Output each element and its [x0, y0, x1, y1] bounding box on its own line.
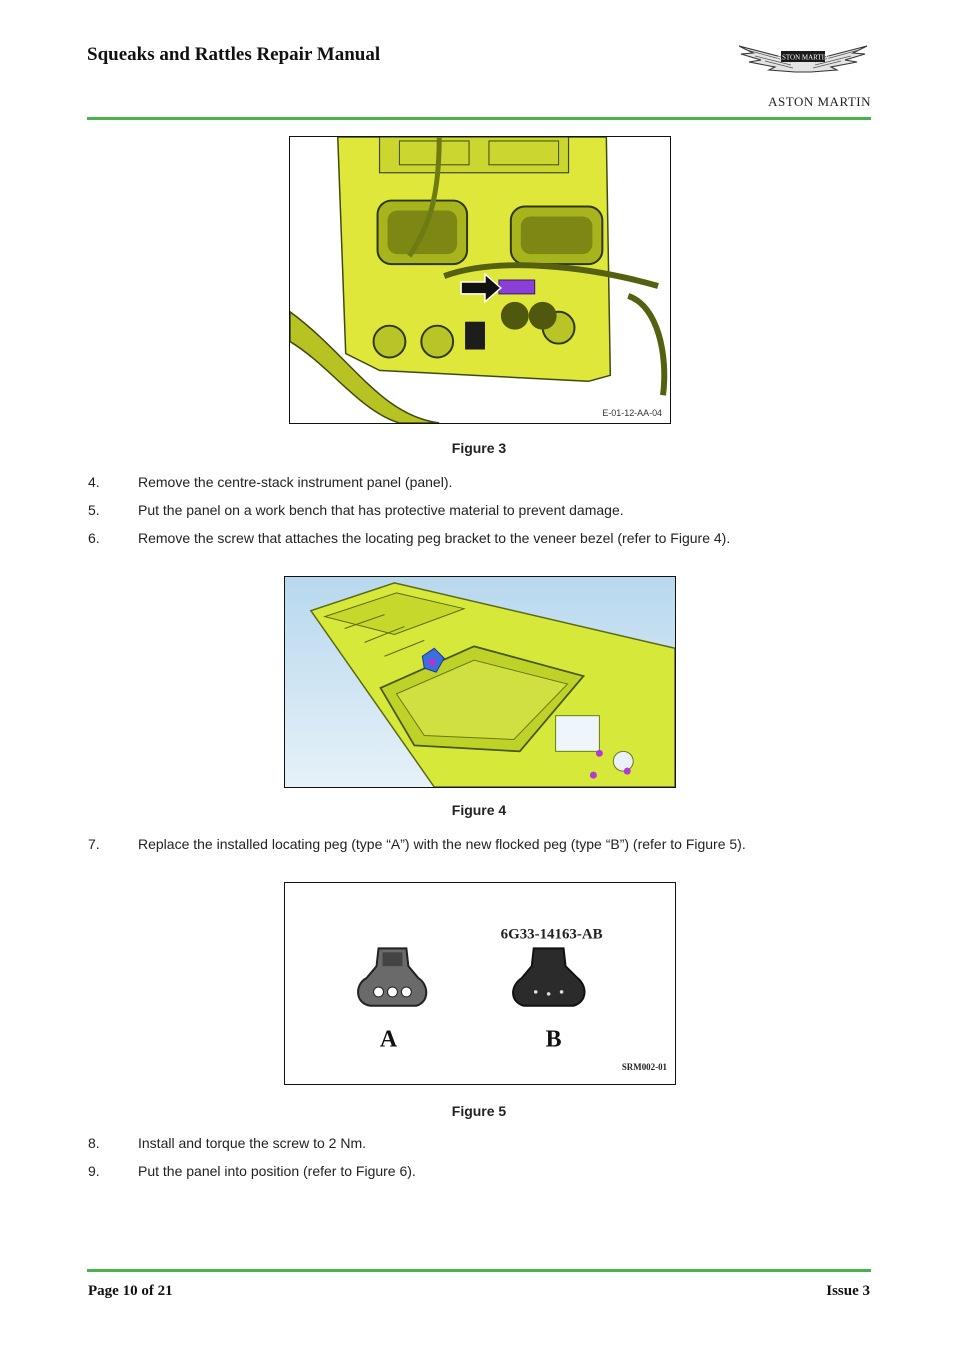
page-number: Page 10 of 21 — [88, 1283, 173, 1299]
figure-4-caption: Figure 4 — [451, 802, 507, 818]
figure-5-ref-code: SRM002-01 — [621, 1062, 668, 1073]
logo-badge-text: ASTON MARTIN — [776, 53, 830, 62]
step-6: 6. Remove the screw that attaches the locating peg bracket to the veneer bezel (refer to Figure 4). — [88, 530, 731, 546]
figure-3-caption: Figure 3 — [451, 440, 507, 456]
header-rule — [87, 117, 871, 120]
brand-text: ASTON MARTIN — [768, 94, 871, 109]
footer-rule — [87, 1269, 871, 1272]
figure-5-caption: Figure 5 — [451, 1103, 507, 1119]
step-5: 5. Put the panel on a work bench that has protective material to prevent damage. — [88, 502, 624, 518]
figure-3-ref-code: E-01-12-AA-04 — [602, 408, 663, 419]
figure-4-image — [284, 576, 676, 788]
figure-3-image — [289, 136, 671, 424]
step-4: 4. Remove the centre-stack instrument panel (panel). — [88, 474, 453, 490]
step-8: 8. Install and torque the screw to 2 Nm. — [88, 1135, 366, 1151]
figure-5-label-a: A — [379, 1026, 398, 1053]
step-9: 9. Put the panel into position (refer to Figure 6). — [88, 1163, 416, 1179]
step-7: 7. Replace the installed locating peg (type “A”) with the new flocked peg (type “B”) (refer to Figure 5). — [88, 836, 746, 852]
figure-5-image — [284, 882, 676, 1085]
issue-number: Issue 3 — [826, 1283, 870, 1299]
page-header-title: Squeaks and Rattles Repair Manual — [87, 44, 381, 65]
figure-5-label-b: B — [545, 1026, 562, 1053]
figure-5-part-number: 6G33-14163-AB — [500, 926, 603, 943]
